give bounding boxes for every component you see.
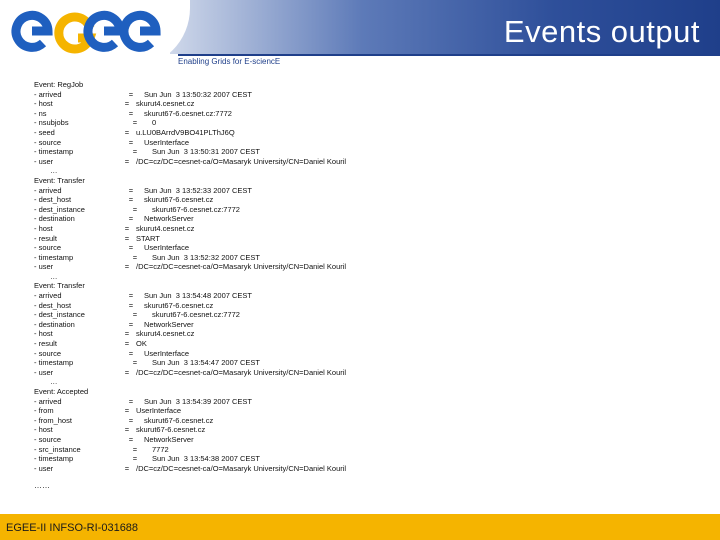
event-field: [34, 349, 714, 359]
field-key: - nsubjobs: [34, 118, 69, 128]
field-key: - dest_host: [34, 195, 72, 205]
event-field: [34, 291, 714, 301]
footer-bar: [0, 514, 720, 540]
equals-sign: =: [128, 348, 134, 358]
field-value: skurut67-6.cesnet.cz:7772: [144, 108, 232, 118]
event-field: [34, 128, 714, 138]
event-field: [34, 368, 714, 378]
event-field: [34, 329, 714, 339]
equals-sign: =: [124, 99, 130, 109]
event-field: [34, 301, 714, 311]
event-ellipsis: …: [50, 166, 58, 176]
field-key: - source: [34, 434, 62, 444]
field-value: Sun Jun 3 13:54:47 2007 CEST: [152, 358, 260, 368]
field-key: - result: [34, 339, 57, 349]
field-key: - user: [34, 156, 54, 166]
field-key: - from: [34, 406, 54, 416]
field-value: Sun Jun 3 13:54:38 2007 CEST: [152, 454, 260, 464]
event-block: [34, 80, 714, 176]
field-key: - user: [34, 262, 54, 272]
equals-sign: =: [128, 137, 134, 147]
field-key: - user: [34, 463, 54, 473]
field-key: - arrived: [34, 185, 62, 195]
field-value: skurut67-6.cesnet.cz: [144, 195, 214, 205]
field-value: Sun Jun 3 13:50:31 2007 CEST: [152, 147, 260, 157]
field-value: Sun Jun 3 13:50:32 2007 CEST: [144, 89, 252, 99]
equals-sign: =: [124, 406, 130, 416]
field-value: Sun Jun 3 13:54:48 2007 CEST: [144, 291, 252, 301]
field-value: /DC=cz/DC=cesnet-ca/O=Masaryk University/CN=Daniel Kouril: [136, 262, 347, 272]
field-value: u.LU0BArrdV9BO41PLThJ6Q: [136, 127, 235, 137]
event-field: [34, 99, 714, 109]
field-key: - timestamp: [34, 454, 74, 464]
event-field: [34, 320, 714, 330]
equals-sign: =: [128, 214, 134, 224]
field-value: 0: [152, 118, 157, 128]
event-field: [34, 138, 714, 148]
field-value: Sun Jun 3 13:54:39 2007 CEST: [144, 396, 252, 406]
field-value: UserInterface: [144, 348, 190, 358]
footer-text: EGEE-II INFSO-RI-031688: [6, 522, 139, 534]
field-value: NetworkServer: [144, 214, 194, 224]
field-key: - ns: [34, 108, 47, 118]
event-field: [34, 445, 714, 455]
field-key: - destination: [34, 319, 75, 329]
header-rule: [178, 54, 720, 56]
logo-plate: [0, 0, 190, 68]
event-field: [34, 195, 714, 205]
field-key: - source: [34, 137, 62, 147]
event-field: [34, 214, 714, 224]
field-key: - dest_instance: [34, 204, 85, 214]
event-field: [34, 358, 714, 368]
event-output: [34, 80, 714, 491]
event-field: [34, 157, 714, 167]
equals-sign: =: [124, 339, 130, 349]
egee-logo: [8, 6, 168, 56]
equals-sign: =: [128, 319, 134, 329]
equals-sign: =: [132, 252, 138, 262]
event-ellipsis: …: [50, 377, 58, 387]
event-header: Event: RegJob: [34, 80, 84, 89]
equals-sign: =: [128, 415, 134, 425]
equals-sign: =: [128, 396, 134, 406]
equals-sign: =: [124, 223, 130, 233]
event-field: [34, 425, 714, 435]
field-value: Sun Jun 3 13:52:32 2007 CEST: [152, 252, 260, 262]
equals-sign: =: [124, 367, 130, 377]
field-value: NetworkServer: [144, 319, 194, 329]
field-key: - host: [34, 329, 53, 339]
field-value: OK: [136, 339, 147, 349]
field-key: - dest_instance: [34, 310, 85, 320]
field-value: skurut67-6.cesnet.cz: [144, 415, 214, 425]
event-field: [34, 339, 714, 349]
event-field: [34, 464, 714, 474]
field-key: - host: [34, 425, 53, 435]
field-value: skurut4.cesnet.cz: [136, 329, 195, 339]
event-field: [34, 262, 714, 272]
field-value: /DC=cz/DC=cesnet-ca/O=Masaryk University/CN=Daniel Kouril: [136, 367, 347, 377]
event-field: [34, 406, 714, 416]
equals-sign: =: [128, 291, 134, 301]
field-value: START: [136, 233, 160, 243]
event-field: [34, 118, 714, 128]
event-field: [34, 147, 714, 157]
field-value: 7772: [152, 444, 169, 454]
field-value: NetworkServer: [144, 434, 194, 444]
field-key: - from_host: [34, 415, 72, 425]
event-field: [34, 243, 714, 253]
event-ellipsis: …: [50, 271, 58, 281]
field-key: - dest_host: [34, 300, 72, 310]
slide-header: [0, 0, 720, 68]
event-field: [34, 397, 714, 407]
equals-sign: =: [124, 425, 130, 435]
trailing-ellipsis: ……: [34, 481, 50, 491]
event-field: [34, 416, 714, 426]
event-header: Event: Transfer: [34, 281, 85, 291]
field-key: - timestamp: [34, 147, 74, 157]
equals-sign: =: [128, 243, 134, 253]
equals-sign: =: [124, 127, 130, 137]
field-key: - timestamp: [34, 358, 74, 368]
field-value: skurut4.cesnet.cz: [136, 223, 195, 233]
equals-sign: =: [132, 147, 138, 157]
event-block: [34, 281, 714, 387]
field-key: - arrived: [34, 291, 62, 301]
equals-sign: =: [128, 300, 134, 310]
page-title: Events output: [503, 14, 700, 49]
field-key: - timestamp: [34, 252, 74, 262]
event-field: [34, 90, 714, 100]
field-key: - seed: [34, 127, 55, 137]
equals-sign: =: [132, 310, 138, 320]
field-key: - src_instance: [34, 444, 81, 454]
event-field: [34, 186, 714, 196]
field-key: - result: [34, 233, 57, 243]
field-key: - destination: [34, 214, 75, 224]
event-field: [34, 435, 714, 445]
equals-sign: =: [124, 329, 130, 339]
header-banner: [170, 0, 720, 54]
field-value: skurut67-6.cesnet.cz:7772: [152, 204, 240, 214]
event-field: [34, 454, 714, 464]
field-value: UserInterface: [144, 243, 190, 253]
equals-sign: =: [132, 118, 138, 128]
equals-sign: =: [128, 89, 134, 99]
event-field: [34, 234, 714, 244]
field-key: - arrived: [34, 89, 62, 99]
field-value: UserInterface: [136, 406, 182, 416]
field-value: Sun Jun 3 13:52:33 2007 CEST: [144, 185, 252, 195]
equals-sign: =: [132, 454, 138, 464]
equals-sign: =: [128, 108, 134, 118]
event-header: Event: Accepted: [34, 387, 89, 396]
field-value: skurut67-6.cesnet.cz: [136, 425, 206, 435]
field-value: skurut67-6.cesnet.cz:7772: [152, 310, 240, 320]
event-header: Event: Transfer: [34, 175, 85, 185]
event-field: [34, 205, 714, 215]
equals-sign: =: [124, 233, 130, 243]
equals-sign: =: [132, 358, 138, 368]
equals-sign: =: [124, 463, 130, 473]
field-key: - user: [34, 367, 54, 377]
equals-sign: =: [128, 434, 134, 444]
field-key: - arrived: [34, 396, 62, 406]
event-field: [34, 109, 714, 119]
equals-sign: =: [124, 156, 130, 166]
event-block: [34, 387, 714, 473]
equals-sign: =: [132, 204, 138, 214]
field-value: /DC=cz/DC=cesnet-ca/O=Masaryk University/CN=Daniel Kouril: [136, 156, 347, 166]
field-key: - host: [34, 99, 53, 109]
field-key: - source: [34, 243, 62, 253]
equals-sign: =: [132, 444, 138, 454]
event-field: [34, 253, 714, 263]
equals-sign: =: [128, 185, 134, 195]
field-value: /DC=cz/DC=cesnet-ca/O=Masaryk University/CN=Daniel Kouril: [136, 463, 347, 473]
equals-sign: =: [128, 195, 134, 205]
field-value: skurut67-6.cesnet.cz: [144, 300, 214, 310]
event-block: [34, 176, 714, 282]
field-value: skurut4.cesnet.cz: [136, 99, 195, 109]
field-value: UserInterface: [144, 137, 190, 147]
field-key: - host: [34, 223, 53, 233]
field-key: - source: [34, 348, 62, 358]
equals-sign: =: [124, 262, 130, 272]
event-field: [34, 224, 714, 234]
event-field: [34, 310, 714, 320]
tagline: Enabling Grids for E-sciencE: [178, 57, 281, 66]
